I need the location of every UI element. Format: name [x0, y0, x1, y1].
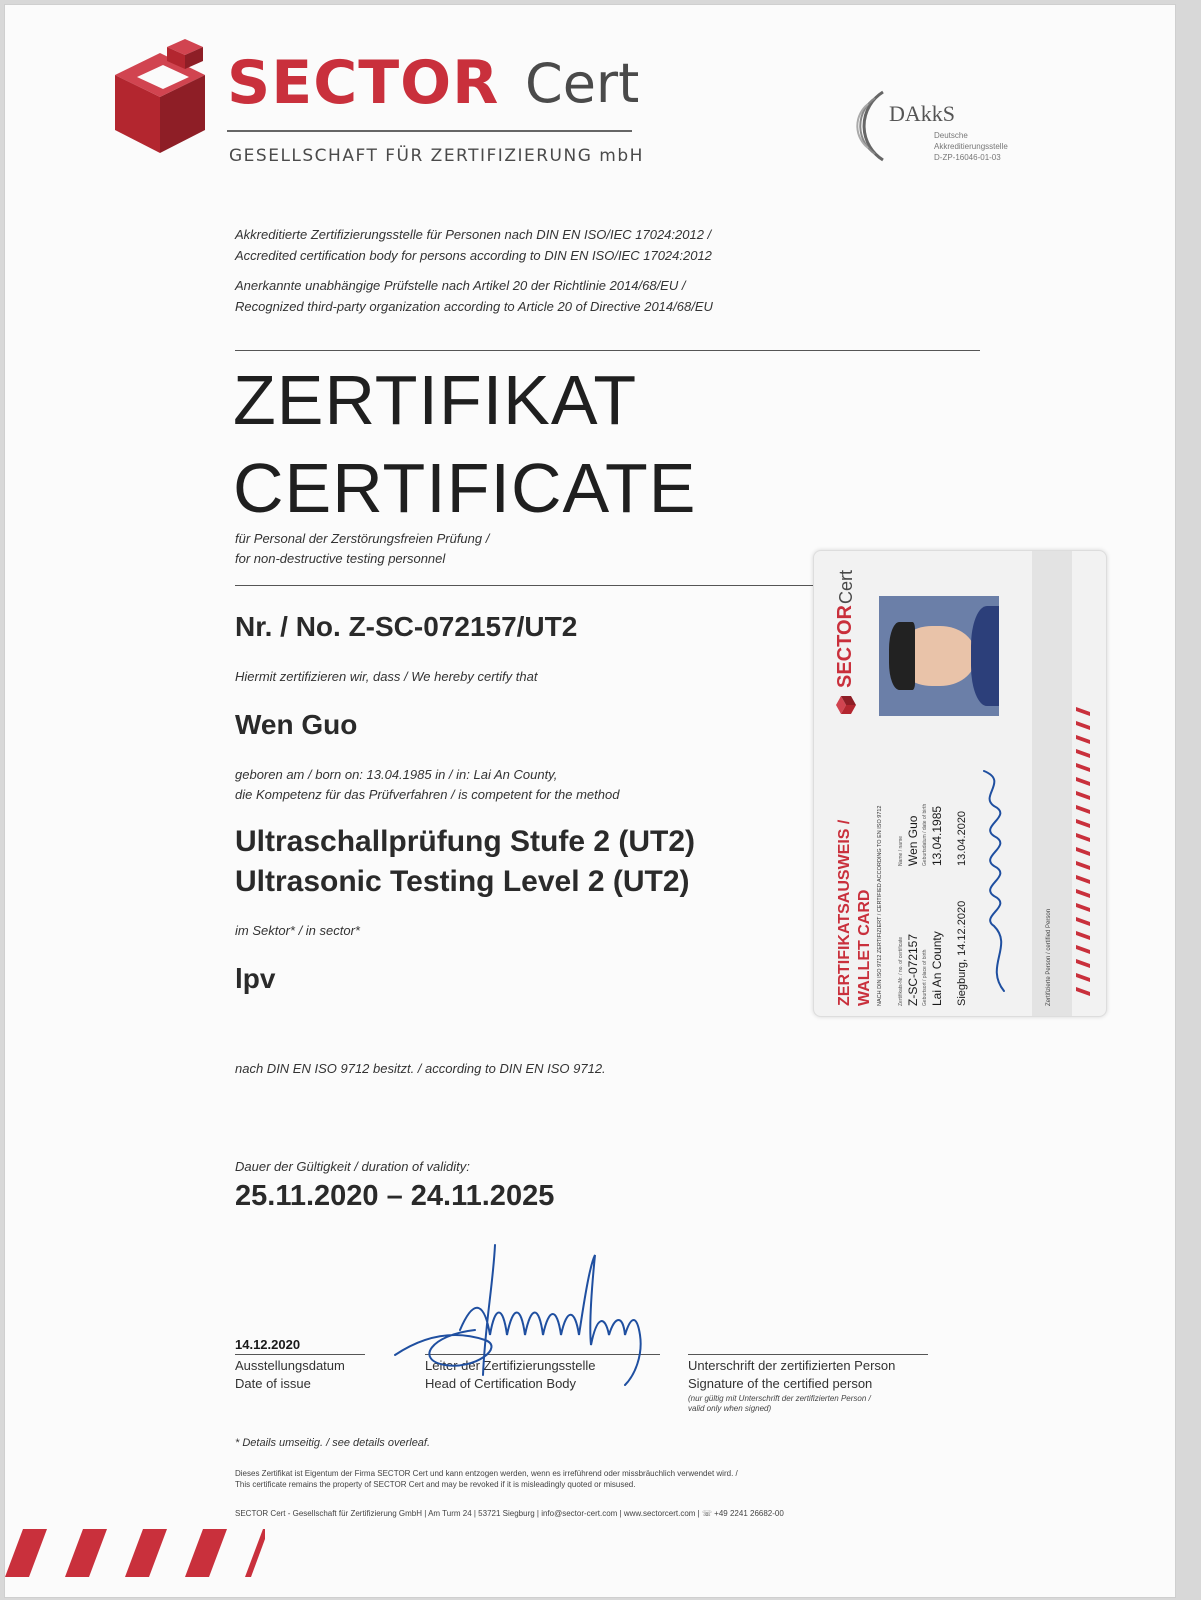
card-photo-hair — [889, 622, 915, 690]
head-label-en: Head of Certification Body — [425, 1376, 577, 1391]
sector-value: lpv — [235, 963, 276, 994]
dakks-line: Deutsche — [934, 131, 968, 140]
person-label-en: Signature of the certified person — [688, 1376, 873, 1391]
divider — [235, 585, 815, 586]
validity-period: 25.11.2020 – 24.11.2025 — [235, 1180, 555, 1212]
certificate-page — [4, 4, 1176, 1598]
card-birth-date: 13.04.1985 — [930, 805, 944, 866]
card-birth-place: Lai An County — [930, 931, 944, 1006]
validity-label: Dauer der Gültigkeit / duration of validity: — [235, 1159, 470, 1174]
title-german: ZERTIFIKAT — [233, 361, 638, 439]
card-side-text: Zertifizierte Person / certified Person — [1046, 908, 1052, 1006]
property-note-de: Dieses Zertifikat ist Eigentum der Firma SECTOR Cert und kann entzogen werden, wenn es irreführend oder missbräuchlich verwendet wird. / — [235, 1469, 738, 1478]
card-stripes — [1076, 556, 1090, 996]
card-cube-logo — [834, 694, 858, 716]
accreditation-line: Anerkannte unabhängige Prüfstelle nach Artikel 20 der Richtlinie 2014/68/EU / — [235, 278, 686, 293]
dakks-line: Akkreditierungsstelle — [934, 142, 1008, 151]
issue-date-label-en: Date of issue — [235, 1376, 311, 1391]
holder-name: Wen Guo — [235, 709, 358, 740]
method-german: Ultraschallprüfung Stufe 2 (UT2) — [235, 825, 696, 858]
card-label: Zertifikats-Nr. / no. of certificate — [898, 936, 904, 1006]
sector-cert-cube-logo — [105, 35, 215, 160]
dakks-name: DAkkS — [889, 101, 956, 126]
card-label: Name / name — [898, 835, 904, 866]
person-note: valid only when signed) — [688, 1404, 772, 1413]
competence-statement: die Kompetenz für das Prüfverfahren / is competent for the method — [235, 787, 620, 802]
logo-divider — [227, 130, 632, 132]
dakks-id: D-ZP-16046-01-03 — [934, 153, 1001, 162]
accreditation-line: Recognized third-party organization according to Article 20 of Directive 2014/68/EU — [235, 299, 713, 314]
standard-statement: nach DIN EN ISO 9712 besitzt. / according to DIN EN ISO 9712. — [235, 1061, 606, 1076]
card-title: ZERTIFIKATSAUSWEIS / — [836, 819, 853, 1006]
head-label-de: Leiter der Zertifizierungsstelle — [425, 1358, 596, 1373]
card-title: WALLET CARD — [856, 889, 873, 1006]
issue-date: 14.12.2020 — [235, 1337, 301, 1352]
accreditation-line: Akkreditierte Zertifizierungsstelle für Personen nach DIN EN ISO/IEC 17024:2012 / — [235, 227, 712, 242]
card-info-band — [1032, 551, 1072, 1016]
card-brand: SECTOR — [834, 605, 856, 688]
card-subtitle: NACH DIN ISO 9712 ZERTIFIZIERT / CERTIFIED ACCORDING TO EN ISO 9712 — [877, 805, 883, 1006]
card-issue-date: 13.04.2020 — [956, 810, 968, 866]
wallet-card — [813, 550, 1107, 1017]
decorative-stripes — [5, 1529, 265, 1577]
card-number: Z-SC-072157 — [906, 933, 920, 1006]
card-issue: Siegburg, 14.12.2020 — [956, 900, 968, 1006]
card-signature-image — [964, 766, 1024, 996]
birth-info: geboren am / born on: 13.04.1985 in / in: Lai An County, — [235, 767, 558, 782]
logo-brand-text: SECTOR — [227, 48, 500, 118]
signature-line — [688, 1354, 928, 1355]
card-label: Geburtsort / place of birth — [922, 949, 928, 1006]
property-note-en: This certificate remains the property of SECTOR Cert and may be revoked if it is misleadingly quoted or misused. — [235, 1480, 636, 1489]
accreditation-line: Accredited certification body for persons according to DIN EN ISO/IEC 17024:2012 — [235, 248, 712, 263]
card-photo — [879, 596, 999, 716]
card-photo-shirt — [971, 606, 999, 706]
logo-subtitle: GESELLSCHAFT FÜR ZERTIFIZIERUNG mbH — [229, 146, 644, 166]
details-note: * Details umseitig. / see details overleaf. — [235, 1437, 431, 1449]
title-sub-english: for non-destructive testing personnel — [235, 551, 446, 566]
title-english: CERTIFICATE — [233, 449, 697, 527]
person-label-de: Unterschrift der zertifizierten Person — [688, 1358, 896, 1373]
person-note: (nur gültig mit Unterschrift der zertifizierten Person / — [688, 1394, 871, 1403]
signature-line — [235, 1354, 365, 1355]
logo-brand-cert: Cert — [525, 52, 640, 115]
certify-statement: Hiermit zertifizieren wir, dass / We hereby certify that — [235, 669, 538, 684]
card-label: Geburtsdatum / date of birth — [922, 803, 928, 866]
divider — [235, 350, 980, 351]
method-english: Ultrasonic Testing Level 2 (UT2) — [235, 865, 690, 898]
title-sub-german: für Personal der Zerstörungsfreien Prüfung / — [235, 531, 490, 546]
company-address: SECTOR Cert - Gesellschaft für Zertifizierung GmbH | Am Turm 24 | 53721 Siegburg | info@sector-cert.com | www.sectorcert.com | ☏ +49 2241 26682-00 — [235, 1509, 784, 1518]
certificate-number: Nr. / No. Z-SC-072157/UT2 — [235, 611, 578, 642]
issue-date-label-de: Ausstellungsdatum — [235, 1358, 345, 1373]
sector-label: im Sektor* / in sector* — [235, 923, 360, 938]
head-signature-image — [385, 1235, 675, 1395]
card-name: Wen Guo — [906, 815, 920, 866]
card-brand-cert: Cert — [836, 569, 856, 604]
